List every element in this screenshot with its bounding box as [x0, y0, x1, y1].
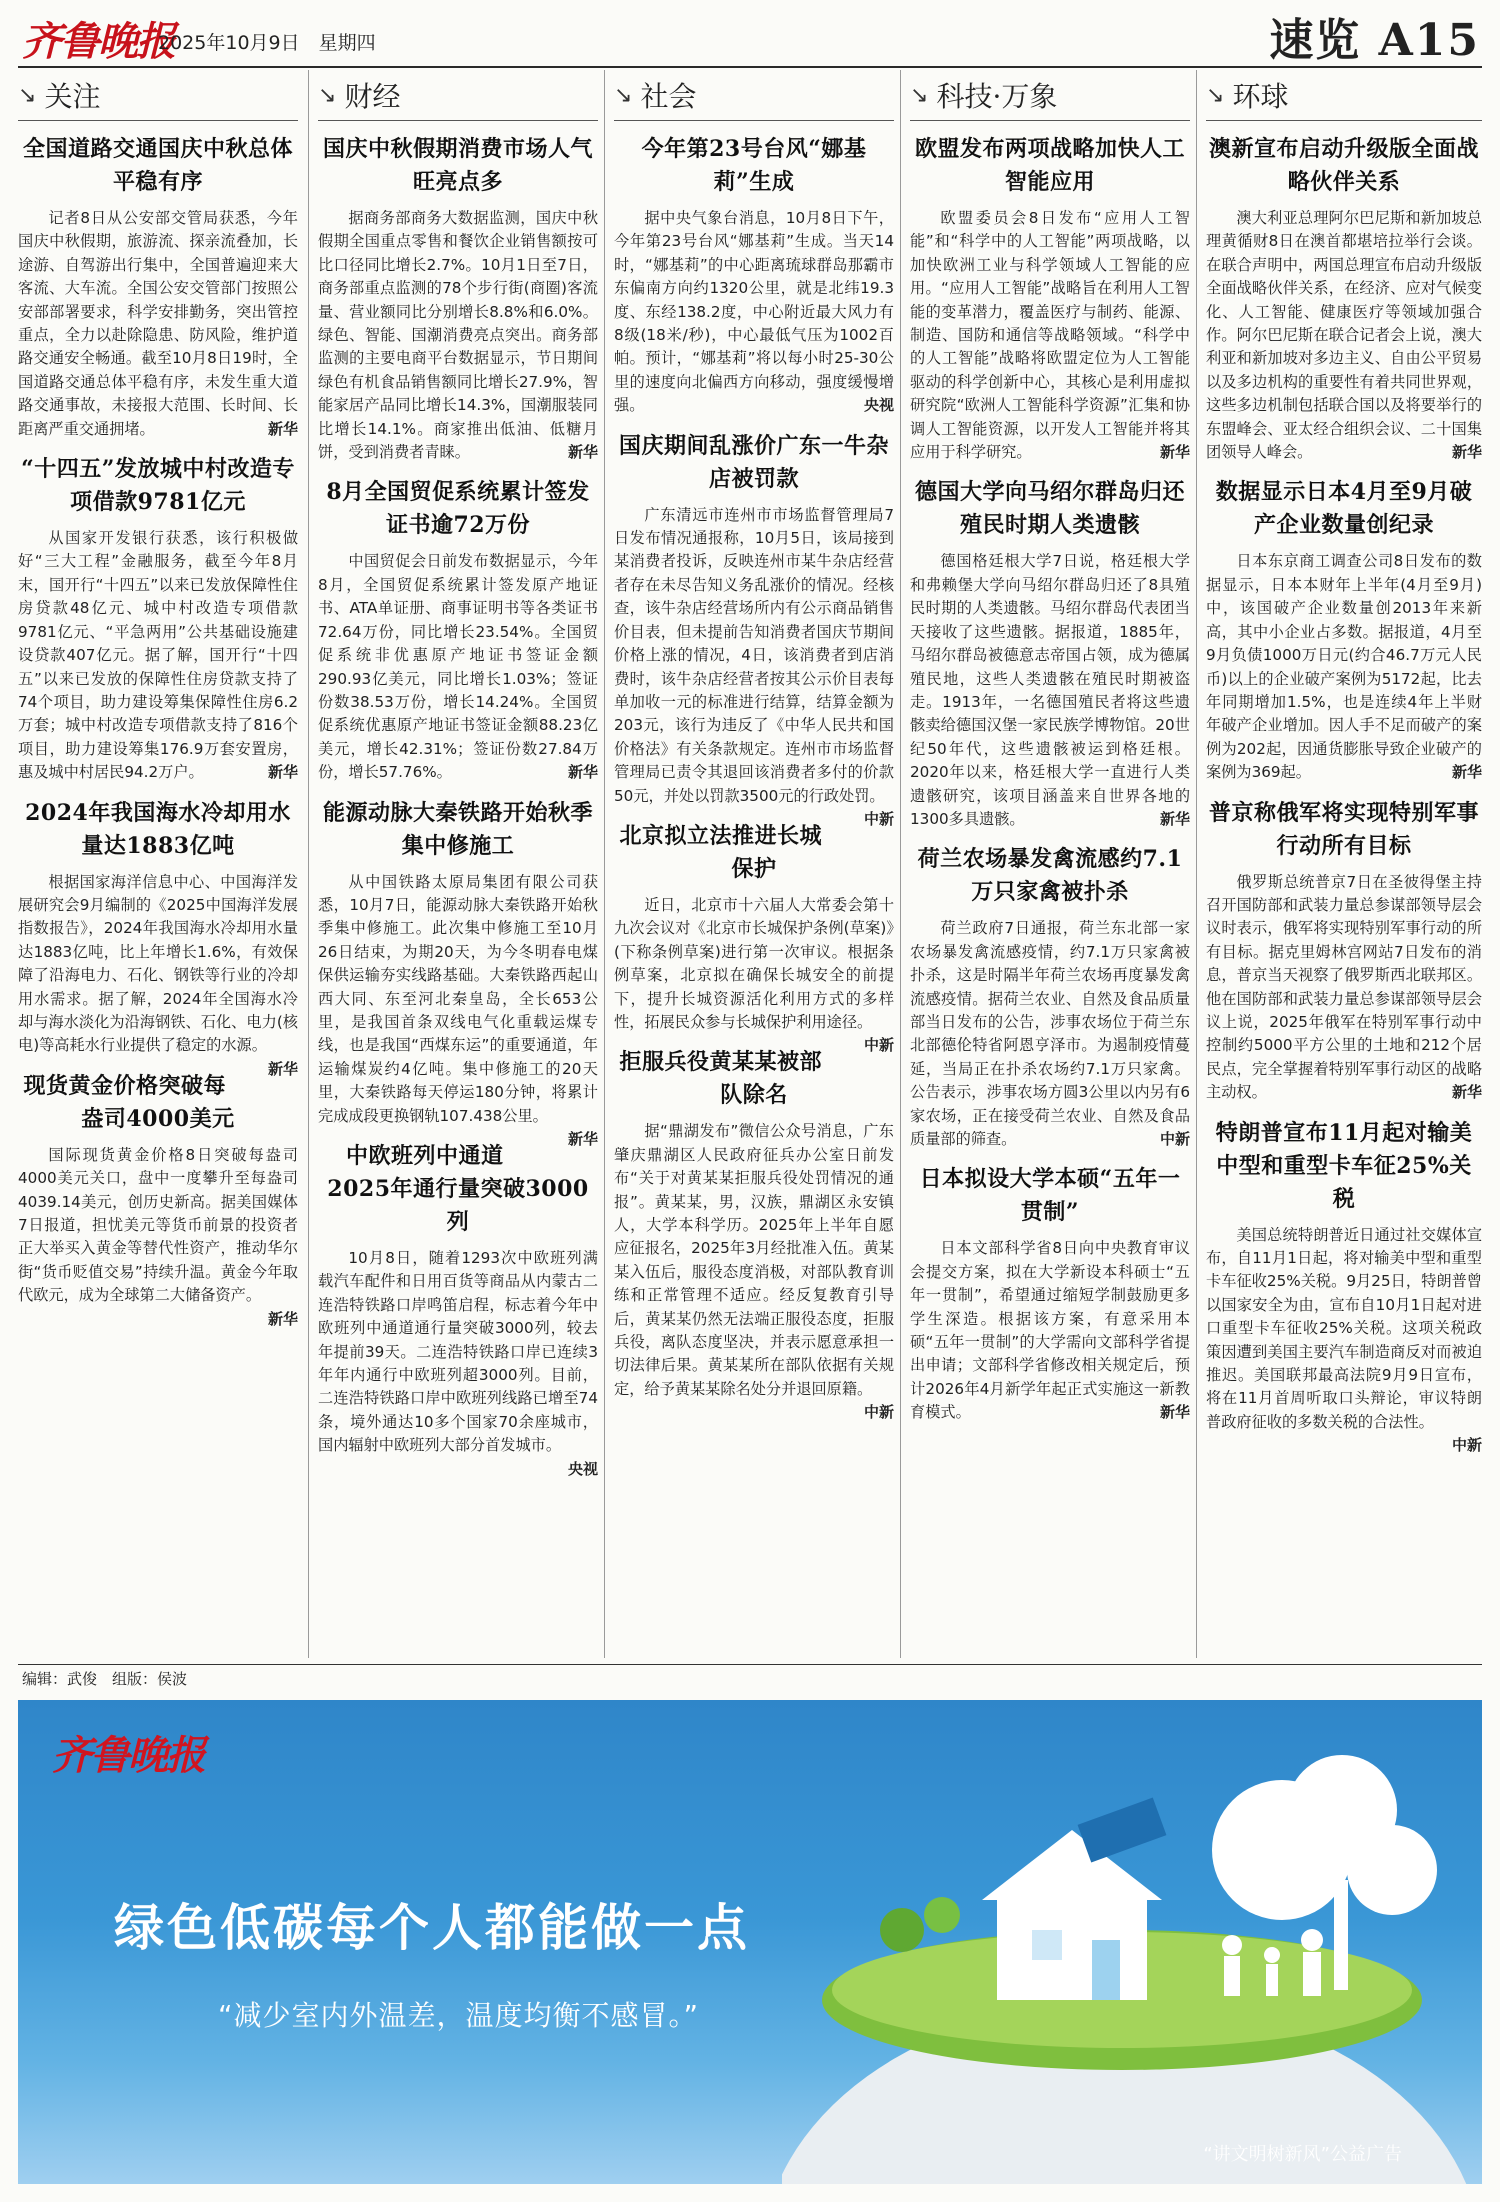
article: [910, 1163, 1190, 1424]
ad-logo: 齐鲁晚报: [52, 1732, 204, 1779]
article-title: 国庆中秋假期消费市场人气旺亮点多: [322, 136, 593, 195]
article-source: 新华: [267, 1309, 298, 1328]
arrow-icon: ↘: [18, 82, 37, 108]
article: [614, 820, 894, 1055]
article-body: 荷兰政府7日通报，荷兰东北部一家农场暴发禽流感疫情，约7.1万只家禽被扑杀，这是时隔半年荷兰农场再度暴发禽流感疫情。据荷兰农业、自然及食品质量部当日发布的公告，涉事农场位于荷兰东北部德伦特省阿恩亨泽市。为遏制疫情蔓延，当局正在扑杀农场约7.1万只家禽。公告表示，涉事农场方圆3公里以内另有6家农场，正在接受荷兰农业、自然及食品质量部的筛查。 中新: [910, 917, 1190, 1151]
article: [614, 1046, 894, 1422]
arrow-icon: ↘: [1206, 82, 1225, 108]
article: [318, 1140, 598, 1478]
article-source: 新华: [1159, 1403, 1190, 1422]
article-source: 中新: [863, 1036, 894, 1055]
article-source: 新华: [267, 419, 298, 438]
article-source: 中新: [863, 1403, 894, 1422]
article-body: 欧盟委员会8日发布“应用人工智能”和“科学中的人工智能”两项战略，以加快欧洲工业与科学领域人工智能的应用。“应用人工智能”战略旨在利用人工智能的变革潜力，覆盖医疗与制药、能源、制造、国防和通信等战略领域。“科学中的人工智能”战略将欧盟定位为人工智能驱动的科学创新中心，其核心是利用虚拟研究院“欧洲人工智能科学资源”汇集和协调人工智能资源，以开发人工智能并将其应用于科学研究。 新华: [910, 207, 1190, 464]
article-source: 新华: [1159, 809, 1190, 828]
article-body: 国际现货黄金价格8日突破每盎司4000美元关口，盘中一度攀升至每盎司4039.14美元，创历史新高。据美国媒体7日报道，担忧美元等货币前景的投资者正大举买入黄金等替代性资产，推动华尔街“货币贬值交易”持续升温。黄金今年取代欧元，成为全球第二大储备资产。 新华: [18, 1144, 298, 1308]
article-title: 澳新宣布启动升级版全面战略伙伴关系: [1208, 136, 1479, 195]
article: [1206, 476, 1482, 784]
article-body: 日本文部科学省8日向中央教育审议会提交方案，拟在大学新设本科硕士“五年一贯制”，希望通过缩短学制鼓励更多学生深造。根据该方案，有意采用本硕“五年一贯制”的大学需向文部科学省提出申请；文部科学省修改相关规定后，预计2026年4月新学年起正式实施这一新教育模式。 新华: [910, 1237, 1190, 1424]
article-body: 根据国家海洋信息中心、中国海洋发展研究会9月编制的《2025中国海洋发展指数报告》，2024年我国海水冷却用水量达1883亿吨，比上年增长1.6%，有效保障了沿海电力、石化、钢铁等行业的冷却用水需求。据了解，2024年全国海水冷却与海水淡化为沿海钢铁、石化、电力(核电)等高耗水行业提供了稳定的水源。 新华: [18, 871, 298, 1058]
issue-date: 2025年10月9日 星期四: [158, 32, 376, 54]
article: [910, 476, 1190, 831]
article-title: 欧盟发布两项战略加快人工智能应用: [914, 136, 1185, 195]
article-title: 数据显示日本4月至9月破产企业数量创纪录: [1215, 479, 1473, 539]
article-source: 央视: [863, 396, 894, 415]
section-label: 关注: [44, 80, 101, 113]
article-title: 今年第23号台风“娜基莉”生成: [641, 136, 867, 195]
article-body: 从国家开发银行获悉，该行积极做好“三大工程”金融服务，截至今年8月末，国开行“十四五”以来已发放保障性住房贷款48亿元、城中村改造专项借款9781亿元、“平急两用”公共基础设施建设贷款407亿元。据了解，国开行“十四五”以来已发放的保障性住房贷款支持了74个项目，助力建设筹集保障性住房6.2万套；城中村改造专项借款支持了816个项目，助力建设筹集176.9万套安置房，惠及城中村居民94.2万户。 新华: [18, 527, 298, 784]
article-body: 记者8日从公安部交管局获悉，今年国庆中秋假期，旅游流、探亲流叠加，长途游、自驾游出行集中，全国普遍迎来大客流、大车流。全国公安交管部门按照公安部部署要求，科学安排勤务，突出管控重点，全力以赴除隐患、防风险，维护道路交通安全畅通。截至10月8日19时，全国道路交通总体平稳有序，未发生重大道路交通事故，未接报大范围、长时间、长距离严重交通拥堵。 新华: [18, 207, 298, 441]
section-header: [1206, 70, 1482, 121]
article-title: 能源动脉大秦铁路开始秋季集中修施工: [322, 799, 593, 859]
masthead: [18, 0, 1482, 68]
article: [18, 1070, 298, 1328]
article: [910, 843, 1190, 1151]
article-source: 新华: [567, 763, 598, 782]
article-title: 特朗普宣布11月起对输美中型和重型卡车征25%关税: [1215, 1119, 1473, 1212]
article-title: 国庆期间乱涨价广东一牛杂店被罚款: [618, 432, 889, 492]
article-body: 从中国铁路太原局集团有限公司获悉，10月7日，能源动脉大秦铁路开始秋季集中修施工。此次集中修施工至10月26日结束，为期20天，为今冬明春电煤保供运输夯实线路基础。大秦铁路西起山西大同、东至河北秦皇岛，全长653公里，是我国首条双线电气化重载运煤专线，也是我国“西煤东运”的重要通道，年运输煤炭约4亿吨。集中修施工的20天里，大秦铁路每天停运180分钟，将累计完成成段更换钢轨107.438公里。 新华: [318, 871, 598, 1128]
section-header: [910, 70, 1190, 121]
article-title: 中欧班列中通道2025年通行量突破3000列: [327, 1143, 589, 1235]
column-world: [1206, 70, 1482, 1660]
article: [318, 797, 598, 1148]
article-body: 日本东京商工调查公司8日发布的数据显示，日本本财年上半年(4月至9月)中，该国破产企业数量创2013年来新高，其中小企业占多数。据报道，4月至9月负债1000万日元(约合46.7万元人民币)以上的企业破产案例为5172起，比去年同期增加1.5%，也是连续4年上半财年破产企业增加。因人手不足而破产的案例为202起，因通货膨胀导致企业破产的案例为369起。 新华: [1206, 550, 1482, 784]
ad-psa-label: “讲文明树新风”公益广告: [1203, 2144, 1402, 2165]
section-label: 社会: [640, 80, 697, 113]
ad-quote: “减少室内外温差，温度均衡不感冒。”: [218, 1999, 700, 2032]
article-title: “十四五”发放城中村改造专项借款9781亿元: [21, 456, 295, 516]
article-body: 俄罗斯总统普京7日在圣彼得堡主持召开国防部和武装力量总参谋部领导层会议时表示，俄军将实现特别军事行动的所有目标。据克里姆林宫网站7日发布的消息，普京当天视察了俄罗斯西北联邦区。他在国防部和武装力量总参谋部领导层会议上说，2025年俄军在特别军事行动中控制约5000平方公里的土地和212个居民点，完全掌握着特别军事行动区的战略主动权。 新华: [1206, 871, 1482, 1105]
article: [1206, 797, 1482, 1105]
article-body: 广东清远市连州市市场监督管理局7日发布情况通报称，10月5日，该局接到某消费者投诉，反映连州市某牛杂店经营者存在未尽告知义务乱涨价的情况。经核查，该牛杂店经营场所内有公示商品销售价目表，但未提前告知消费者国庆节期间价格上涨的情况，4日，该消费者到店消费时，该牛杂店经营者按其公示价目表每单加收一元的标准进行结算，结算金额为203元，该行为违反了《中华人民共和国价格法》有关条款规定。连州市市场监督管理局已责令其退回该消费者多付的价款50元，并处以罚款3500元的行政处罚。 中新: [614, 504, 894, 808]
article-source: 新华: [1451, 1083, 1482, 1102]
public-service-ad: [18, 1700, 1482, 2184]
article-title: 北京拟立法推进长城保护: [619, 822, 823, 882]
section-header: [18, 70, 298, 121]
article-title: 拒服兵役黄某某被部队除名: [619, 1049, 823, 1109]
article-source: 中新: [863, 809, 894, 828]
article-source: 新华: [1451, 443, 1482, 462]
article-body: 据“鼎湖发布”微信公众号消息，广东肇庆鼎湖区人民政府征兵办公室日前发布“关于对黄某某拒服兵役处罚情况的通报”。黄某某，男，汉族，鼎湖区永安镇人，大学本科学历。2025年上半年自愿应征报名，2025年3月经批准入伍。黄某某入伍后，服役态度消极，对部队教育训练和正常管理不适应。经反复教育引导后，黄某某仍然无法端正服役态度，拒服兵役，离队态度坚决，并表示愿意承担一切法律后果。黄某某所在部队依据有关规定，给予黄某某除名处分并退回原籍。 中新: [614, 1120, 894, 1401]
article: [1206, 1117, 1482, 1455]
article: [318, 476, 598, 784]
section-header: [318, 70, 598, 121]
column-finance: [318, 70, 598, 1660]
ad-slogan: 绿色低碳每个人都能做一点: [114, 1899, 750, 1957]
article-source: 央视: [567, 1459, 598, 1478]
article-title: 2024年我国海水冷却用水量达1883亿吨: [25, 799, 291, 859]
article-body: 据商务部商务大数据监测，国庆中秋假期全国重点零售和餐饮企业销售额按可比口径同比增长2.7%。10月1日至7日，商务部重点监测的78个步行街(商圈)客流量、营业额同比分别增长8.8%和6.0%。绿色、智能、国潮消费亮点突出。商务部监测的主要电商平台数据显示，节日期间绿色有机食品销售额同比增长27.9%，智能家居产品同比增长14.3%，国潮服装同比增长14.1%。商家推出低油、低糖月饼，受到消费者青睐。 新华: [318, 207, 598, 464]
article-source: 新华: [1159, 443, 1190, 462]
column-tech: [910, 70, 1190, 1660]
article-body: 10月8日，随着1293次中欧班列满载汽车配件和日用百货等商品从内蒙古二连浩特铁路口岸鸣笛启程，标志着今年中欧班列中通道通行量突破3000列，较去年提前39天。二连浩特铁路口岸已连续3年年内通行中欧班列超3000列。目前，二连浩特铁路口岸中欧班列线路已增至74条，境外通达10多个国家70余座城市，国内辐射中欧班列大部分首发城市。 央视: [318, 1247, 598, 1458]
column-divider: [1196, 70, 1197, 1658]
article-source: 新华: [1451, 763, 1482, 782]
article: [1206, 133, 1482, 464]
arrow-icon: ↘: [614, 82, 633, 108]
article-source: 新华: [567, 1130, 598, 1148]
page-label: 速览 A15: [1269, 15, 1480, 66]
article-body: 美国总统特朗普近日通过社交媒体宣布，自11月1日起，将对输美中型和重型卡车征收25%关税。9月25日，特朗普曾以国家安全为由，宣布自10月1日起对进口重型卡车征收25%关税。这项关税政策因遭到美国主要汽车制造商反对而被迫推迟。美国联邦最高法院9月9日宣布，将在11月首周听取口头辩论，审议特朗普政府征收的多数关税的合法性。 中新: [1206, 1224, 1482, 1435]
arrow-icon: ↘: [910, 82, 929, 108]
article-source: 中新: [1451, 1436, 1482, 1455]
article: [18, 797, 298, 1078]
columns-area: [18, 70, 1482, 1660]
article-title: 荷兰农场暴发禽流感约7.1万只家禽被扑杀: [917, 846, 1183, 906]
editor-credit: 编辑：武俊 组版：侯波: [22, 1670, 188, 1688]
column-divider: [900, 70, 901, 1658]
column-society: [614, 70, 894, 1660]
article-body: 近日，北京市十六届人大常委会第十九次会议对《北京市长城保护条例(草案)》(下称条例草案)进行第一次审议。根据条例草案，北京拟在确保长城安全的前提下，提升长城资源活化利用方式的多样性，拓展民众参与长城保护利用途径。 中新: [614, 894, 894, 1034]
article: [318, 133, 598, 464]
column-focus: [18, 70, 298, 1660]
arrow-icon: ↘: [318, 82, 337, 108]
green-house-illustration: [782, 1700, 1482, 2184]
article-title: 全国道路交通国庆中秋总体平稳有序: [22, 136, 293, 195]
article-body: 中国贸促会日前发布数据显示，今年8月，全国贸促系统累计签发原产地证书、ATA单证册、商事证明书等各类证书72.64万份，同比增长23.54%。全国贸促系统非优惠原产地证书签证金额290.93亿美元，同比增长1.03%；签证份数38.53万份，增长14.24%。全国贸促系统优惠原产地证书签证金额88.23亿美元，增长42.31%；签证份数27.84万份，增长57.76%。 新华: [318, 550, 598, 784]
section-header: [614, 70, 894, 121]
article-source: 中新: [1159, 1130, 1190, 1148]
article-source: 新华: [267, 1059, 298, 1078]
article-title: 普京称俄军将实现特别军事行动所有目标: [1208, 799, 1479, 859]
article-source: 新华: [567, 443, 598, 462]
article-body: 澳大利亚总理阿尔巴尼斯和新加坡总理黄循财8日在澳首都堪培拉举行会谈。在联合声明中，两国总理宣布启动升级版全面战略伙伴关系，在经济、应对气候变化、人工智能、健康医疗等领域加强合作。阿尔巴尼斯在联合记者会上说，澳大利亚和新加坡对多边主义、自由公平贸易以及多边机构的重要性有着共同世界观，这些多边机制包括联合国以及将要举行的东盟峰会、亚太经合组织会议、二十国集团领导人峰会。 新华: [1206, 207, 1482, 464]
footer-rule: [18, 1664, 1482, 1665]
article-source: 新华: [267, 763, 298, 782]
article: [18, 133, 298, 441]
article-title: 日本拟设大学本硕“五年一贯制”: [919, 1166, 1181, 1226]
section-label: 科技·万象: [936, 80, 1058, 113]
article-body: 德国格廷根大学7日说，格廷根大学和弗赖堡大学向马绍尔群岛归还了8具殖民时期的人类遗骸。马绍尔群岛代表团当天接收了这些遗骸。据报道，1885年，马绍尔群岛被德意志帝国占领，成为德属殖民地，这些人类遗骸在殖民时期被盗走。1913年，一名德国殖民者将这些遗骸卖给德国汉堡一家民族学博物馆。20世纪50年代，这些遗骸被运到格廷根。2020年以来，格廷根大学一直进行人类遗骸研究，该项目涵盖来自世界各地的1300多具遗骸。 新华: [910, 550, 1190, 831]
column-divider: [604, 70, 605, 1658]
article-body: 据中央气象台消息，10月8日下午，今年第23号台风“娜基莉”生成。当天14时，“娜基莉”的中心距离琉球群岛那霸市东偏南方向约1320公里，就是北纬19.3度、东经138.2度，中心附近最大风力有8级(18米/秒)，中心最低气压为1002百帕。预计，“娜基莉”将以每小时25-30公里的速度向北偏西方向移动，强度缓慢增强。 央视: [614, 207, 894, 418]
section-label: 环球: [1232, 80, 1289, 113]
article-title: 德国大学向马绍尔群岛归还殖民时期人类遗骸: [914, 479, 1185, 539]
article: [614, 133, 894, 418]
column-divider: [308, 70, 309, 1658]
article-title: 8月全国贸促系统累计签发证书逾72万份: [326, 479, 590, 539]
article: [614, 430, 894, 828]
newspaper-logo: 齐鲁晚报: [22, 18, 174, 65]
article-title: 现货黄金价格突破每盎司4000美元: [23, 1072, 235, 1132]
section-label: 财经: [344, 80, 401, 113]
article: [910, 133, 1190, 464]
article: [18, 453, 298, 784]
